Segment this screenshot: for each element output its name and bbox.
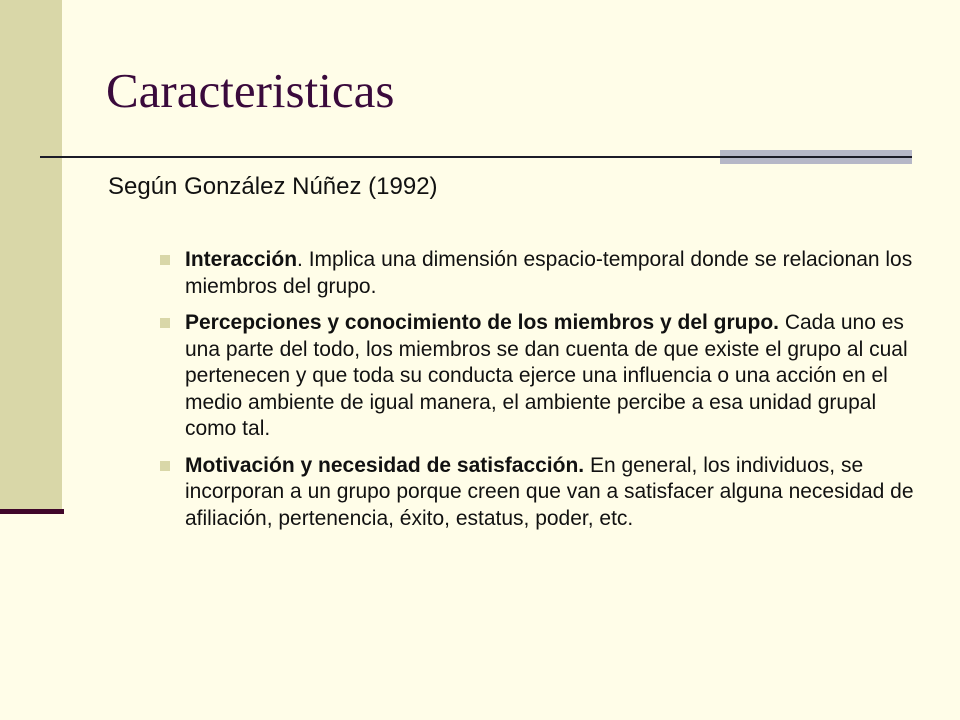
slide-subtitle: Según González Núñez (1992)	[108, 173, 438, 200]
bullet-item	[160, 247, 920, 300]
bullet-heading: Percepciones y conocimiento de los miembros y del grupo.	[185, 311, 779, 334]
bullet-item	[160, 453, 920, 533]
square-bullet-icon	[160, 255, 170, 265]
square-bullet-icon	[160, 461, 170, 471]
title-divider-accent	[720, 150, 912, 164]
slide-title: Caracteristicas	[106, 63, 395, 118]
bullet-item	[160, 310, 920, 443]
bullet-heading: Motivación y necesidad de satisfacción.	[185, 453, 585, 477]
square-bullet-icon	[160, 318, 170, 328]
bullet-text: En general, los individuos, se incorporan a un grupo porque creen que van a satisfacer alguna necesidad de afiliación, pertenencia, éxito, estatus, poder, etc.	[185, 453, 914, 530]
bullet-list	[160, 247, 920, 542]
side-accent-band	[0, 0, 62, 512]
bullet-text: Cada uno es una parte del todo, los miembros se dan cuenta de que existe el grupo al cual pertenecen y que toda su conducta ejerce una influencia o una acción en el medio ambiente de igual manera, el ambiente percibe a esa unidad grupal como tal.	[185, 311, 908, 440]
bullet-heading: Interacción	[185, 248, 298, 271]
side-accent-line	[0, 509, 64, 514]
bullet-text: . Implica una dimensión espacio-temporal donde se relacionan los miembros del grupo.	[185, 248, 913, 298]
